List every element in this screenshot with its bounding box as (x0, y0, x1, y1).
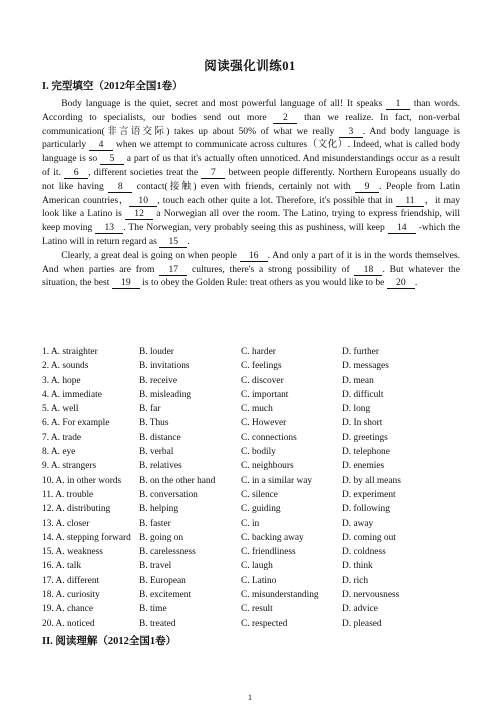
option-choice: 7. A. trade (42, 432, 82, 443)
passage-text: . But whatever the situation, the best (42, 263, 460, 289)
option-row (42, 517, 472, 531)
passage-text: , touch each other quite a lot. Therefore, it's possible that in (157, 194, 396, 206)
cloze-blank: 12 (125, 208, 153, 220)
option-row (42, 388, 472, 402)
passage-text: -which the Latino will in return regard as (42, 222, 460, 247)
option-choice: D. rich (342, 575, 369, 586)
cloze-blank: 9 (355, 181, 379, 193)
option-choice: C. in (241, 518, 260, 529)
passage-text: Body language is the quiet, secret and most powerful language of all! It speaks (61, 98, 387, 109)
option-choice: D. mean (342, 375, 374, 386)
cloze-blank: 20 (387, 277, 415, 289)
option-choice: C. connections (241, 432, 297, 443)
option-choice: B. Thus (139, 418, 169, 429)
passage-text: ，it may look like a Latino is (42, 194, 461, 220)
option-choice: D. In short (342, 418, 383, 429)
passage-text: . People from Latin American countries， (42, 180, 461, 206)
option-choice: B. misleading (139, 389, 192, 400)
section-heading-cloze: I. 完型填空（2012年全国1卷） (42, 81, 183, 92)
option-choice: C. laugh (241, 561, 273, 572)
option-row (42, 545, 472, 559)
option-choice: C. guiding (241, 504, 281, 515)
cloze-blank: 11 (396, 195, 424, 207)
option-choice: 14. A. stepping forward (42, 532, 131, 543)
option-choice: D. greetings (342, 432, 388, 443)
passage-text: than words. According to specialists, our bodies send out more (42, 98, 461, 123)
option-choice: 3. A. hope (42, 375, 81, 386)
passage-text: contact(接触) even with friends, certainly not with (132, 180, 356, 192)
option-row (42, 574, 472, 588)
option-choice: B. excitement (139, 590, 192, 601)
section-heading-reading: II. 阅读理解（2012全国1卷） (42, 636, 177, 647)
page-title: 阅读强化训练01 (204, 59, 296, 73)
cloze-passage (42, 97, 460, 290)
option-choice: C. feelings (241, 361, 282, 372)
cloze-blank: 2 (273, 112, 297, 124)
option-choice: B. distance (139, 432, 181, 443)
option-choice: C. result (241, 604, 273, 615)
option-choice: 1. A. straighter (42, 347, 98, 357)
cloze-blank: 16 (240, 250, 268, 262)
cloze-blank: 1 (386, 98, 410, 110)
passage-text: Clearly, a great deal is going on when people (61, 249, 240, 261)
option-choice: B. treated (139, 618, 176, 629)
option-choice: B. receive (139, 375, 177, 386)
option-choice: 6. A. For example (42, 418, 110, 429)
option-choice: B. going on (139, 532, 184, 543)
option-choice: C. bodily (241, 447, 276, 458)
option-choice: B. invitations (139, 361, 190, 372)
option-choice: D. by all means (342, 475, 401, 486)
passage-paragraph (42, 249, 460, 290)
option-choice: 16. A. talk (42, 561, 82, 572)
option-choice: 18. A. curiosity (42, 590, 100, 601)
option-row (42, 431, 472, 445)
passage-text: . And only a part of it is in the words themselves. And when parties are from (42, 249, 460, 275)
option-choice: B. European (139, 575, 186, 586)
passage-paragraph (42, 97, 460, 249)
passage-text: between people differently. Northern Europeans usually do not like having (42, 166, 460, 192)
option-choice: D. coldness (342, 547, 386, 558)
option-choice: D. experiment (342, 489, 396, 500)
option-choice: B. verbal (139, 447, 174, 458)
option-choice: C. neighbours (241, 461, 294, 472)
option-row (42, 474, 472, 488)
answer-options-list (42, 345, 472, 631)
page-number: 1 (248, 693, 252, 702)
passage-text: . And body language is particularly (42, 125, 460, 151)
option-choice: 9. A. strangers (42, 461, 97, 472)
option-choice: C. However (241, 418, 287, 429)
cloze-blank: 18 (354, 264, 382, 276)
option-choice: D. following (342, 504, 390, 515)
option-row (42, 531, 472, 545)
cloze-blank: 19 (112, 277, 140, 289)
cloze-blank: 10 (129, 195, 157, 207)
passage-text: a part of us that it's actually often unnoticed. And misunderstandings occur as a result of it. (42, 153, 460, 178)
option-row (42, 374, 472, 388)
option-choice: B. far (139, 404, 161, 415)
option-choice: 2. A. sounds (42, 361, 89, 372)
cloze-blank: 7 (201, 167, 225, 179)
option-choice: 17. A. different (42, 575, 100, 586)
option-choice: B. travel (139, 561, 172, 572)
option-choice: B. on the other hand (139, 475, 216, 486)
option-choice: 8. A. eye (42, 447, 76, 458)
option-choice: D. messages (342, 361, 389, 372)
option-choice: D. think (342, 561, 373, 572)
option-row (42, 459, 472, 473)
option-choice: D. further (342, 347, 379, 357)
passage-text: . (187, 235, 190, 247)
passage-text: , different societies treat the (88, 166, 202, 178)
option-choice: 5. A. well (42, 404, 79, 415)
option-choice: B. relatives (139, 461, 182, 472)
option-row (42, 416, 472, 430)
option-choice: 12. A. distributing (42, 504, 111, 515)
option-row (42, 345, 472, 359)
passage-text: than we realize. In fact, non-verbal communication(非言语交际) takes up about 50% of what we really (42, 111, 460, 137)
passage-text: is to obey the Golden Rule: treat others as you would like to be (139, 277, 387, 289)
option-choice: B. helping (139, 504, 179, 515)
option-choice: 20. A. noticed (42, 618, 95, 629)
option-choice: D. nervousness (342, 590, 400, 601)
cloze-blank: 17 (159, 264, 187, 276)
cloze-blank: 5 (100, 153, 124, 165)
option-choice: D. coming out (342, 532, 396, 543)
option-row (42, 602, 472, 616)
option-choice: D. telephone (342, 447, 390, 458)
option-choice: C. important (241, 389, 289, 400)
option-row (42, 502, 472, 516)
option-choice: D. difficult (342, 389, 384, 400)
passage-text: cultures, there's a strong possibility of (187, 263, 355, 275)
option-choice: D. advice (342, 604, 378, 615)
option-row (42, 359, 472, 373)
option-choice: C. silence (241, 489, 278, 500)
cloze-blank: 14 (388, 222, 416, 234)
option-choice: C. friendliness (241, 547, 296, 558)
option-choice: C. discover (241, 375, 284, 386)
option-choice: B. louder (139, 347, 174, 357)
option-choice: D. away (342, 518, 374, 529)
option-choice: C. in a similar way (241, 475, 313, 486)
option-row (42, 588, 472, 602)
passage-text: when we attempt to communicate across cultures（文化）. Indeed, what is called body language is so (42, 139, 460, 165)
cloze-blank: 13 (95, 222, 123, 234)
option-choice: B. time (139, 604, 167, 615)
option-row (42, 617, 472, 631)
option-choice: 11. A. trouble (42, 489, 94, 500)
passage-text: . The Norwegian, very probably seeing this as pushiness, will keep (123, 222, 388, 234)
passage-text: . (414, 277, 418, 289)
option-row (42, 402, 472, 416)
cloze-blank: 8 (108, 181, 132, 193)
option-choice: B. faster (139, 518, 171, 529)
option-choice: C. Latino (241, 575, 277, 586)
passage-text: a Norwegian all over the room. The Latino, trying to express friendship, will keep moving (42, 208, 460, 234)
option-choice: C. respected (241, 618, 288, 629)
option-choice: 19. A. chance (42, 604, 94, 615)
option-choice: C. harder (241, 347, 276, 357)
cloze-blank: 15 (159, 236, 187, 248)
option-choice: B. conversation (139, 489, 198, 500)
option-row (42, 488, 472, 502)
option-choice: 4. A. immediate (42, 389, 102, 400)
cloze-blank: 3 (339, 126, 363, 138)
option-choice: 10. A. in other words (42, 475, 122, 486)
option-choice: C. misunderstanding (241, 590, 319, 601)
option-row (42, 445, 472, 459)
option-row (42, 559, 472, 573)
cloze-blank: 6 (64, 167, 88, 179)
option-choice: C. backing away (241, 532, 304, 543)
option-choice: D. enemies (342, 461, 385, 472)
option-choice: B. carelessness (139, 547, 196, 558)
option-choice: 13. A. closer (42, 518, 90, 529)
option-choice: C. much (241, 404, 273, 415)
option-choice: 15. A. weakness (42, 547, 103, 558)
option-choice: D. long (342, 404, 371, 415)
option-choice: D. pleased (342, 618, 382, 629)
cloze-blank: 4 (89, 139, 113, 151)
